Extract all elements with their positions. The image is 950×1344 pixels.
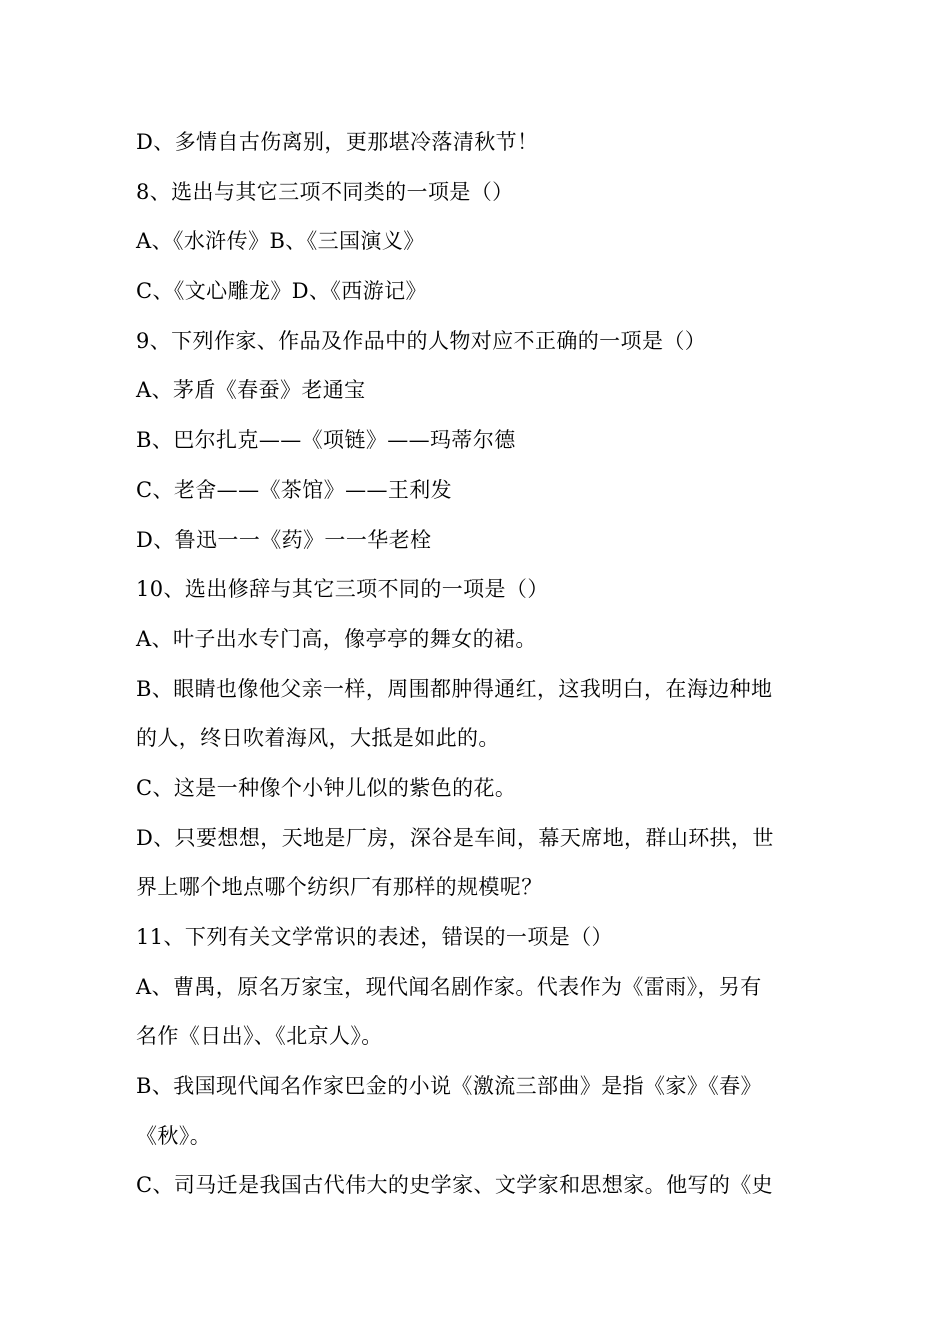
question-11: 11、下列有关文学常识的表述，错误的一项是（） [136, 925, 613, 949]
option-d-line: D、多情自古伤离别，更那堪冷落清秋节！ [136, 130, 539, 154]
q8-options-ab: A、《水浒传》B、《三国演义》 [136, 229, 425, 254]
q9-option-d: D、鲁迅一一《药》一一华老栓 [136, 527, 432, 552]
question-10: 10、选出修辞与其它三项不同的一项是（） [136, 577, 549, 602]
q10-option-b-cont: 的人，终日吹着海风，大抵是如此的。 [136, 726, 500, 751]
q11-option-b: B、我国现代闻名作家巴金的小说《激流三部曲》是指《家》《春》 [136, 1074, 762, 1099]
q10-option-d-cont: 界上哪个地点哪个纺织厂有那样的规模呢？ [136, 875, 543, 900]
q8-options-cd: C、《文心雕龙》D、《西游记》 [136, 279, 427, 304]
q9-option-a: A、茅盾《春蚕》老通宝 [136, 378, 366, 403]
q10-option-d: D、只要想想，天地是厂房，深谷是车间，幕天席地，群山环拱，世 [136, 825, 774, 850]
q10-option-b: B、眼睛也像他父亲一样，周围都肿得通红，这我明白，在海边种地 [136, 676, 773, 701]
q10-option-a: A、叶子出水专门高，像亭亭的舞女的裙。 [136, 626, 537, 651]
q11-option-a-cont: 名作《日出》、《北京人》。 [136, 1024, 383, 1049]
question-8: 8、选出与其它三项不同类的一项是（） [136, 179, 514, 204]
q10-option-c: C、这是一种像个小钟儿似的紫色的花。 [136, 775, 517, 800]
q11-option-b-cont: 《秋》。 [136, 1123, 212, 1148]
q9-option-c: C、老舍——《茶馆》——王利发 [136, 477, 453, 502]
q9-option-b: B、巴尔扎克——《项链》——玛蒂尔德 [136, 428, 516, 453]
question-9: 9、下列作家、作品及作品中的人物对应不正确的一项是（） [136, 328, 707, 353]
q11-option-a: A、曹禺，原名万家宝，现代闻名剧作家。代表作为《雷雨》，另有 [136, 974, 762, 999]
q11-option-c: C、司马迁是我国古代伟大的史学家、文学家和思想家。他写的《史 [136, 1173, 774, 1198]
document-body [136, 118, 816, 1211]
